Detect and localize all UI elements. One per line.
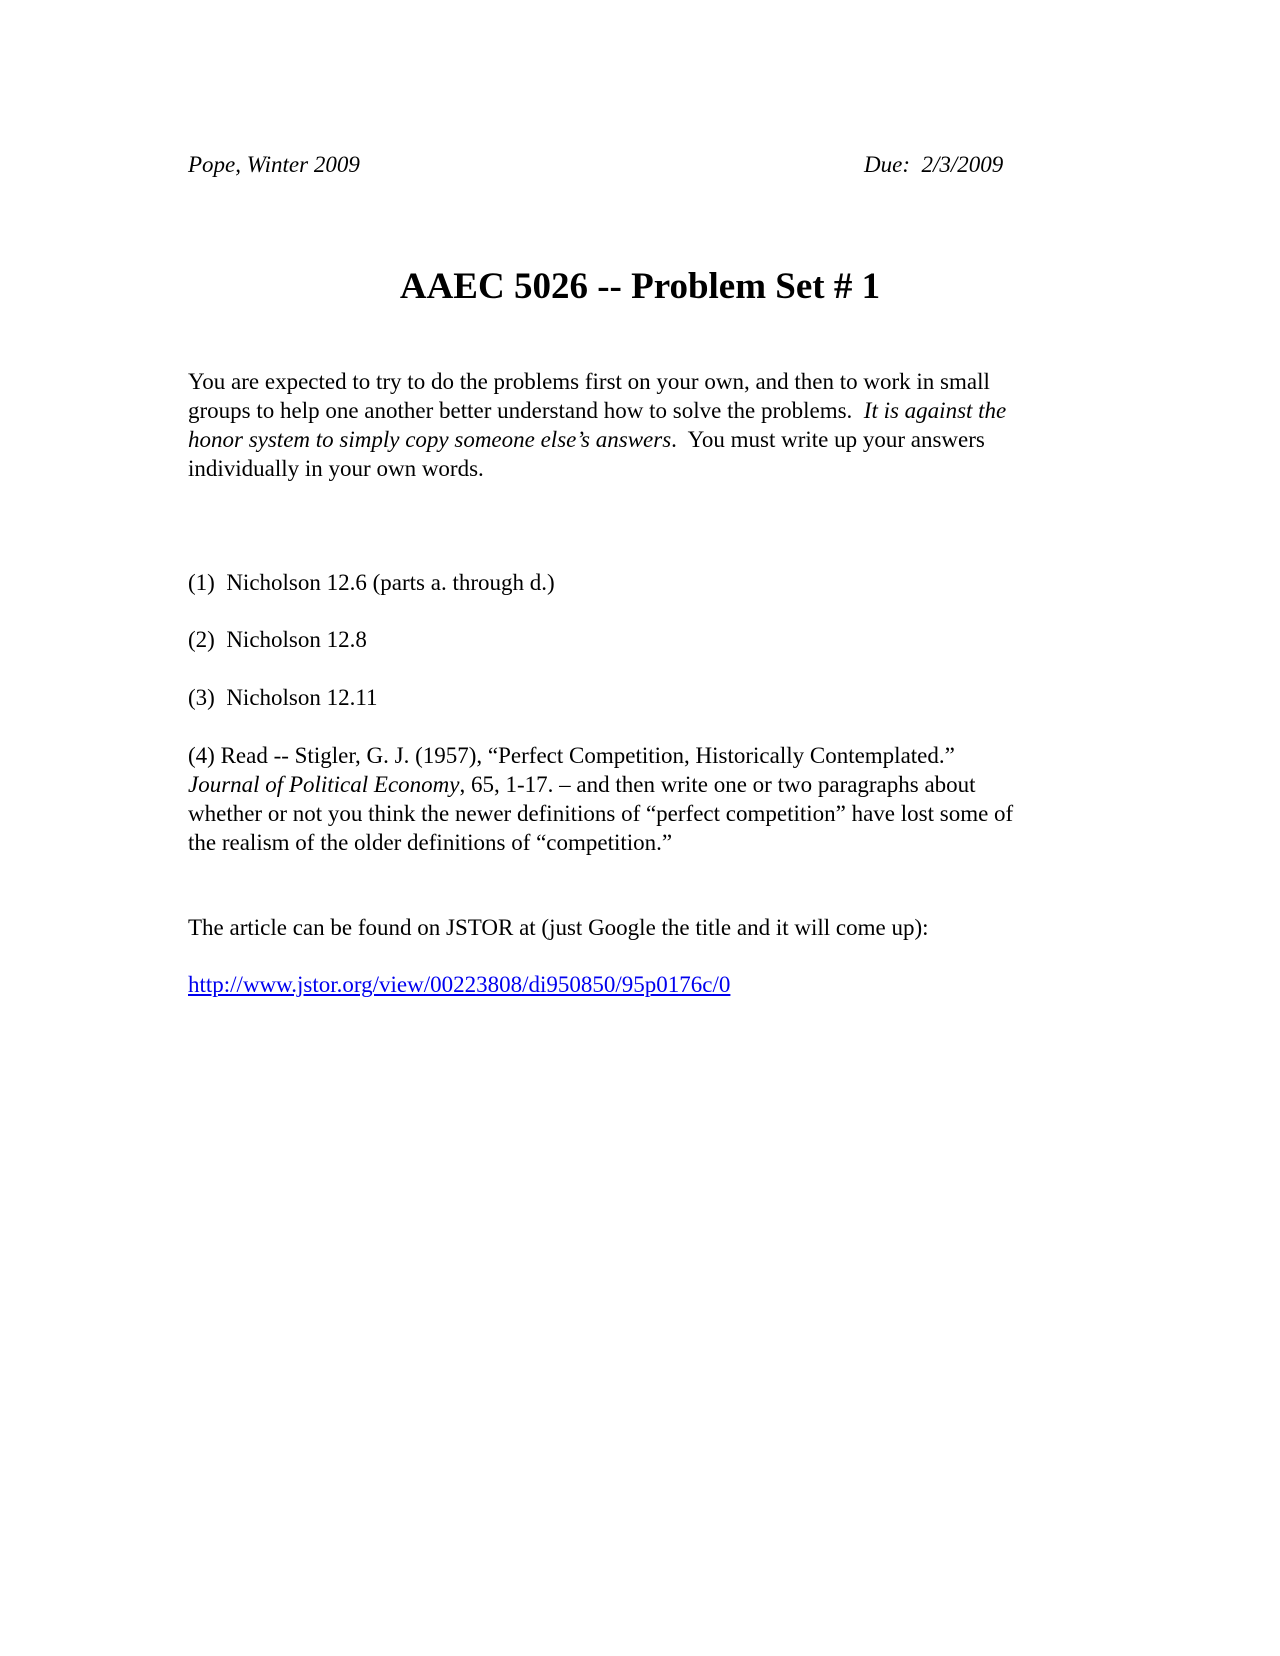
page-title: AAEC 5026 -- Problem Set # 1 <box>399 266 881 307</box>
journal-name: Journal of Political Economy <box>188 772 460 797</box>
intro-line-2-text: groups to help one another better understand how to solve the problems. <box>188 398 864 423</box>
problem-item-3: (3) Nicholson 12.11 <box>188 685 378 710</box>
intro-line-3-text: . You must write up your answers <box>671 427 985 452</box>
intro-line-4: individually in your own words. <box>188 456 484 481</box>
header-due-date: Due: 2/3/2009 <box>864 152 1004 177</box>
item-4-line-3: whether or not you think the newer definitions of “perfect competition” have lost some of <box>188 801 1014 826</box>
intro-line-3 <box>188 425 1118 454</box>
header-author-term: Pope, Winter 2009 <box>188 152 360 177</box>
intro-line-2 <box>188 396 1118 425</box>
jstor-article-link[interactable]: http://www.jstor.org/view/00223808/di950850/95p0176c/0 <box>188 972 731 997</box>
problem-item-1: (1) Nicholson 12.6 (parts a. through d.) <box>188 570 555 595</box>
intro-line-1: You are expected to try to do the problems first on your own, and then to work in small <box>188 369 990 394</box>
jstor-note: The article can be found on JSTOR at (just Google the title and it will come up): <box>188 915 929 940</box>
honor-warning-start: It is against the <box>863 398 1007 423</box>
item-4-line-4: the realism of the older definitions of “competition.” <box>188 830 673 855</box>
item-4-line-2-text: , 65, 1-17. – and then write one or two paragraphs about <box>459 772 976 797</box>
problem-item-4 <box>188 741 1118 857</box>
item-4-line-1: (4) Read -- Stigler, G. J. (1957), “Perfect Competition, Historically Contemplated.” <box>188 743 955 768</box>
intro-paragraph <box>188 367 1118 483</box>
honor-warning-end: honor system to simply copy someone else’s answers <box>188 427 672 452</box>
problem-item-2: (2) Nicholson 12.8 <box>188 627 367 652</box>
item-4-line-2 <box>188 770 1118 799</box>
